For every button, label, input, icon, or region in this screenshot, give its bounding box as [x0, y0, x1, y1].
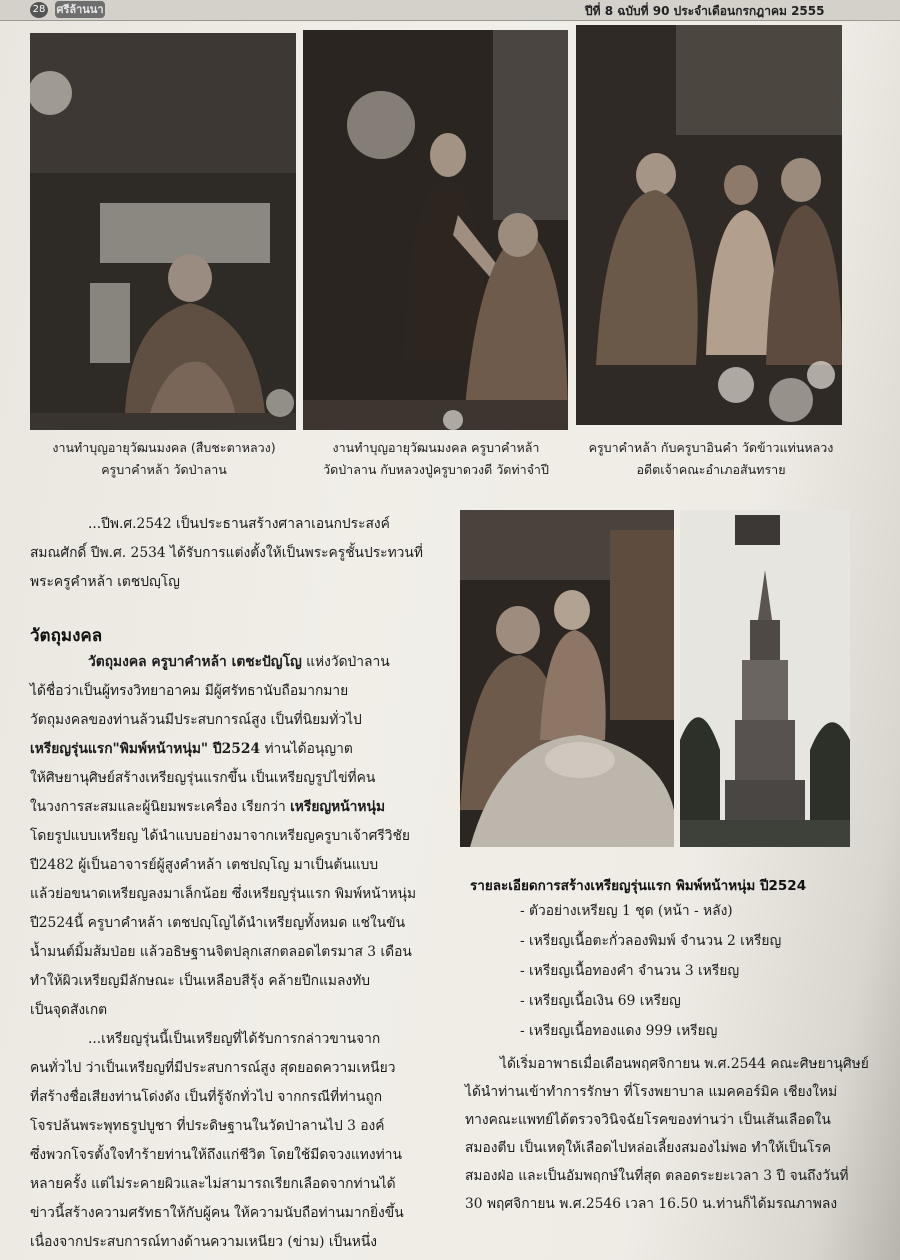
photo-stupa — [680, 510, 850, 847]
body-line — [30, 1025, 455, 1054]
body-line — [30, 880, 455, 909]
body-line — [30, 706, 455, 735]
body-line — [30, 648, 455, 677]
body-text: คนทั่วไป ว่าเป็นเหรียญที่มีประสบการณ์สูง สุดยอดความเหนียว — [30, 1060, 396, 1076]
photo-caption-3 — [575, 437, 847, 481]
body-text: ปี2524นี้ ครูบาคำหล้า เตชปญฺโญได้นำเหรียญทั้งหมด แช่ในขัน — [30, 915, 406, 931]
intro-line: ...ปีพ.ศ.2542 เป็นประธานสร้างศาลาเอนกประสงค์ — [88, 516, 390, 532]
issue-line: ปีที่ 8 ฉบับที่ 90 ประจำเดือนกรกฎาคม 2555 — [585, 4, 825, 18]
body-text: ที่สร้างชื่อเสียงท่านโด่งดัง เป็นที่รู้จักทั่วไป จากกรณีที่ท่านถูก — [30, 1089, 383, 1105]
body-line — [30, 1199, 455, 1228]
right-line: สมองฝ่อ และเป็นอัมพฤกษ์ในที่สุด ตลอดระยะเวลา 3 ปี จนถึงวันที่ — [465, 1168, 849, 1184]
caption-line: วัดป่าลาน กับหลวงปู่ครูบาดวงดี วัดท่าจำปี — [323, 462, 549, 477]
body-line — [30, 1141, 455, 1170]
body-line — [30, 1054, 455, 1083]
bold-text: เหรียญรุ่นแรก"พิมพ์หน้าหนุ่ม" ปี2524 — [30, 741, 261, 757]
list-item: - เหรียญเนื้อตะกั่วลองพิมพ์ จำนวน 2 เหรียญ — [520, 933, 782, 949]
body-text: ...เหรียญรุ่นนี้เป็นเหรียญที่ได้รับการกล่าวขานจาก — [88, 1031, 381, 1047]
body-text: ข่าวนี้สร้างความศรัทธาให้กับผู้คน ให้ความนับถือท่านมากยิ่งขึ้น — [30, 1205, 404, 1221]
list-item: - เหรียญเนื้อทองคำ จำนวน 3 เหรียญ — [520, 963, 740, 979]
body-text: แห่งวัดป่าลาน — [301, 654, 390, 670]
body-line — [30, 764, 455, 793]
body-text: โจรปล้นพระพุทธรูปบูชา ที่ประดิษฐานในวัดป่าลานไป 3 องค์ — [30, 1118, 385, 1134]
bold-text: วัตถุมงคล ครูบาคำหล้า เตชะปัญโญ — [88, 654, 302, 670]
body-line — [30, 1228, 455, 1257]
body-text: แล้วย่อขนาดเหรียญลงมาเล็กน้อย ซึ่งเหรียญรุ่นแรก พิมพ์หน้าหนุ่ม — [30, 886, 417, 902]
body-text: วัตถุมงคลของท่านล้วนมีประสบการณ์สูง เป็นที่นิยมทั่วไป — [30, 712, 362, 728]
intro-paragraph — [30, 510, 450, 597]
bold-text: เหรียญหน้าหนุ่ม — [290, 799, 386, 815]
left-column-text — [30, 648, 455, 1257]
body-line — [30, 1083, 455, 1112]
coin-details-title: รายละเอียดการสร้างเหรียญรุ่นแรก พิมพ์หน้าหนุ่ม ปี2524 — [470, 878, 807, 894]
body-text: ในวงการสะสมและผู้นิยมพระเครื่อง เรียกว่า — [30, 799, 291, 815]
body-text: โดยรูปแบบเหรียญ ได้นำแบบอย่างมาจากเหรียญครูบาเจ้าศรีวิชัย — [30, 828, 410, 844]
section-heading: วัตถุมงคล — [30, 626, 103, 646]
body-text: ให้ศิษยานุศิษย์สร้างเหรียญรุ่นแรกขึ้น เป็นเหรียญรูปไข่ที่คน — [30, 770, 376, 786]
right-line: ทางคณะแพทย์ได้ตรวจวินิจฉัยโรคของท่านว่า เป็นเส้นเลือดใน — [465, 1112, 831, 1128]
list-item: - เหรียญเนื้อเงิน 69 เหรียญ — [520, 993, 681, 1009]
body-text: ซึ่งพวกโจรตั้งใจทำร้ายท่านให้ถึงแก่ชีวิต โดยใช้มีดจวงแทงท่าน — [30, 1147, 402, 1163]
body-line — [30, 938, 455, 967]
photo-standing-monk — [303, 30, 568, 430]
right-line: ได้เริ่มอาพาธเมื่อเดือนพฤศจิกายน พ.ศ.2544 คณะศิษยานุศิษย์ — [500, 1056, 869, 1072]
caption-line: ครูบาคำหล้า วัดป่าลาน — [101, 462, 227, 477]
body-line — [30, 793, 455, 822]
coin-details-list — [520, 896, 781, 1046]
body-line — [30, 1112, 455, 1141]
caption-line: งานทำบุญอายุวัฒนมงคล ครูบาคำหล้า — [332, 440, 540, 455]
caption-line: ครูบาคำหล้า กับครูบาอินคำ วัดข้าวแท่นหลวง — [588, 440, 834, 455]
right-line: 30 พฤศจิกายน พ.ศ.2546 เวลา 16.50 น.ท่านก็ได้มรณภาพลง — [465, 1196, 838, 1212]
body-text: ทำให้ผิวเหรียญมีลักษณะ เป็นเหลือบสีรุ้ง คล้ายปีกแมลงทับ — [30, 973, 370, 989]
photo-seated-monk — [30, 33, 296, 430]
body-line — [30, 851, 455, 880]
body-line — [30, 677, 455, 706]
magazine-logo: ศรีล้านนา — [56, 3, 104, 16]
intro-line: พระครูคำหล้า เตชปญฺโญ — [30, 574, 180, 590]
body-line — [30, 909, 455, 938]
body-line — [30, 822, 455, 851]
body-line — [30, 735, 455, 764]
body-text: ปี2482 ผู้เป็นอาจารย์ผู้สูงคำหล้า เตชปญฺโญ มาเป็นต้นแบบ — [30, 857, 379, 873]
body-line — [30, 967, 455, 996]
right-line: ได้นำท่านเข้าทำการรักษา ที่โรงพยาบาล แมคคอร์มิค เชียงใหม่ — [465, 1084, 838, 1100]
body-text: ได้ชื่อว่าเป็นผู้ทรงวิทยาอาคม มีผู้ศรัทธานับถือมากมาย — [30, 683, 349, 699]
body-text: น้ำมนต์มิ้มส้มป่อย แล้วอธิษฐานจิตปลุกเสกตลอดไตรมาส 3 เดือน — [30, 944, 412, 960]
right-column-text — [465, 1050, 875, 1218]
body-text: หลายครั้ง แต่ไม่ระคายผิวและไม่สามารถเรียกเลือดจากท่านได้ — [30, 1176, 396, 1192]
caption-line: งานทำบุญอายุวัฒนมงคล (สืบชะตาหลวง) — [52, 440, 276, 455]
photo-monk-attended — [460, 510, 674, 847]
photo-caption-2 — [300, 437, 572, 481]
body-line — [30, 996, 455, 1025]
page-number: 28 — [30, 2, 48, 18]
page-header — [0, 0, 900, 21]
photo-caption-1 — [30, 437, 298, 481]
intro-line: สมณศักดิ์ ปีพ.ศ. 2534 ได้รับการแต่งตั้งให้เป็นพระครูชั้นประทวนที่ — [30, 545, 423, 561]
body-line — [30, 1170, 455, 1199]
caption-line: อดีตเจ้าคณะอำเภอสันทราย — [636, 462, 786, 477]
body-text: ท่านได้อนุญาต — [260, 741, 353, 757]
list-item: - ตัวอย่างเหรียญ 1 ชุด (หน้า - หลัง) — [520, 903, 733, 919]
body-text: เนื่องจากประสบการณ์ทางด้านความเหนียว (ข่าม) เป็นหนึ่ง — [30, 1234, 378, 1250]
list-item: - เหรียญเนื้อทองแดง 999 เหรียญ — [520, 1023, 718, 1039]
body-text: เป็นจุดสังเกต — [30, 1002, 108, 1018]
photo-monks-ceremony — [576, 25, 842, 425]
right-line: สมองตีบ เป็นเหตุให้เลือดไปหล่อเลี้ยงสมองไม่พอ ทำให้เป็นโรค — [465, 1140, 832, 1156]
